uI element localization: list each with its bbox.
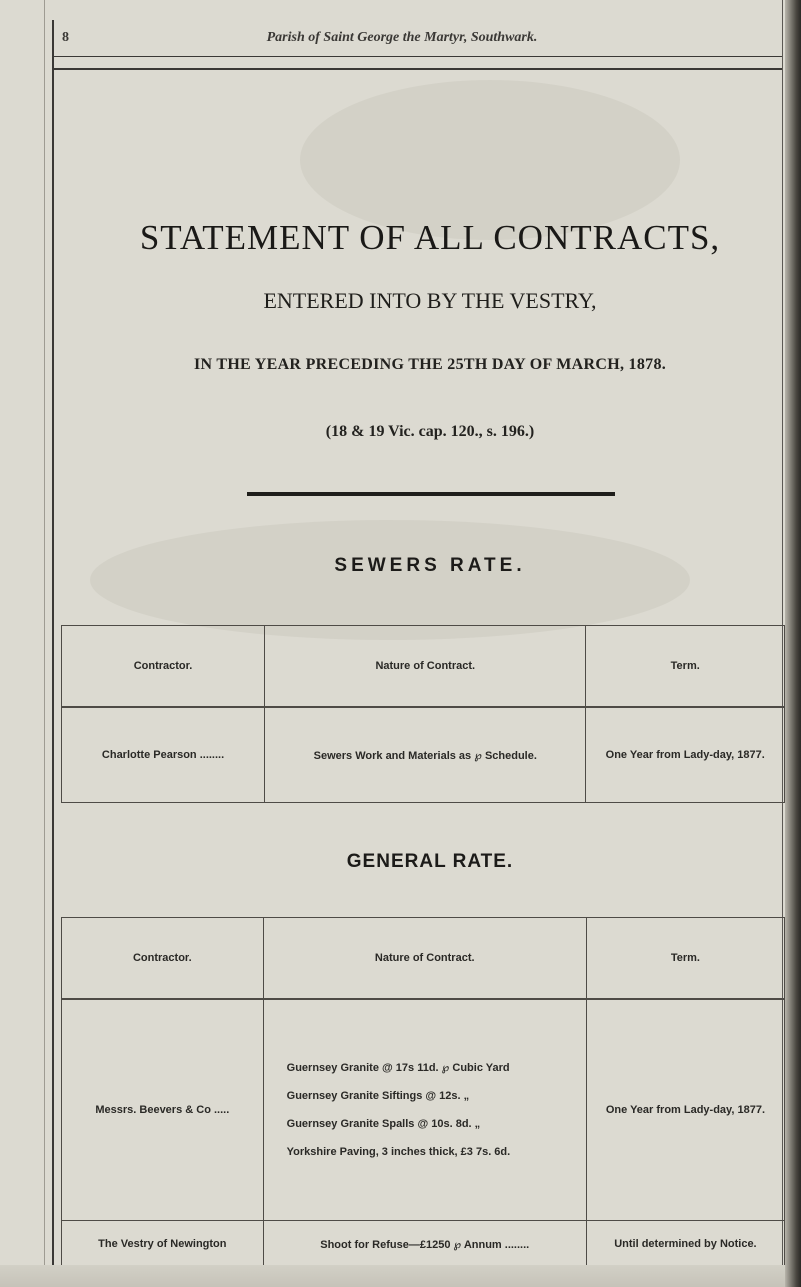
statute-reference: (18 & 19 Vic. cap. 120., s. 196.)	[325, 423, 535, 440]
table-row	[62, 707, 785, 803]
page-number: 8	[62, 30, 69, 45]
nature-cell: Sewers Work and Materials as ℘ Schedule.	[265, 707, 586, 803]
page-subtitle: ENTERED INTO BY THE VESTRY,	[263, 288, 597, 313]
table-row	[62, 999, 785, 1221]
nature-cell: Shoot for Refuse—£1250 ℘ Annum ........	[263, 1221, 586, 1268]
term-cell: Until determined by Notice.	[586, 1221, 784, 1268]
contractor-cell: Messrs. Beevers & Co .....	[62, 999, 264, 1221]
binding-shadow	[785, 0, 801, 1287]
column-header-contractor: Contractor.	[62, 626, 265, 708]
page-edge-line	[44, 0, 45, 1287]
header-rule	[52, 56, 782, 57]
contract-item: Guernsey Granite Siftings @ 12s. „	[286, 1090, 470, 1102]
nature-cell	[263, 999, 586, 1221]
column-header-contractor: Contractor.	[62, 918, 264, 1000]
bleed-through-stain	[90, 520, 690, 640]
sewers-contracts-table	[61, 625, 785, 803]
term-cell: One Year from Lady-day, 1877.	[586, 707, 785, 803]
general-contracts-table	[61, 917, 785, 1268]
contract-item: Yorkshire Paving, 3 inches thick, £3 7s. 6d.	[286, 1146, 511, 1158]
general-rate-heading: GENERAL RATE.	[346, 851, 514, 872]
header-rule-double	[52, 68, 782, 70]
sewers-rate-heading: SEWERS RATE.	[334, 555, 526, 576]
table-row	[62, 1221, 785, 1268]
page-title: STATEMENT OF ALL CONTRACTS,	[139, 218, 721, 257]
running-title: Parish of Saint George the Martyr, Southwark.	[266, 30, 538, 45]
title-divider	[247, 492, 615, 496]
column-header-term: Term.	[586, 626, 785, 708]
margin-rule-left	[52, 20, 54, 1265]
bleed-through-stain	[300, 80, 680, 240]
term-cell: One Year from Lady-day, 1877.	[586, 999, 784, 1221]
year-line: IN THE YEAR PRECEDING THE 25TH DAY OF MARCH, 1878.	[193, 356, 667, 373]
contract-item: Guernsey Granite @ 17s 11d. ℘ Cubic Yard	[286, 1062, 510, 1074]
table-header-row	[62, 918, 785, 1000]
page-bottom-edge	[0, 1265, 801, 1287]
column-header-nature: Nature of Contract.	[263, 918, 586, 1000]
column-header-term: Term.	[586, 918, 784, 1000]
contractor-cell: Charlotte Pearson ........	[62, 707, 265, 803]
contract-items-list	[265, 1054, 585, 1166]
contractor-cell: The Vestry of Newington	[62, 1221, 264, 1268]
column-header-nature: Nature of Contract.	[265, 626, 586, 708]
table-header-row	[62, 626, 785, 708]
contract-item: Guernsey Granite Spalls @ 10s. 8d. „	[286, 1118, 481, 1130]
